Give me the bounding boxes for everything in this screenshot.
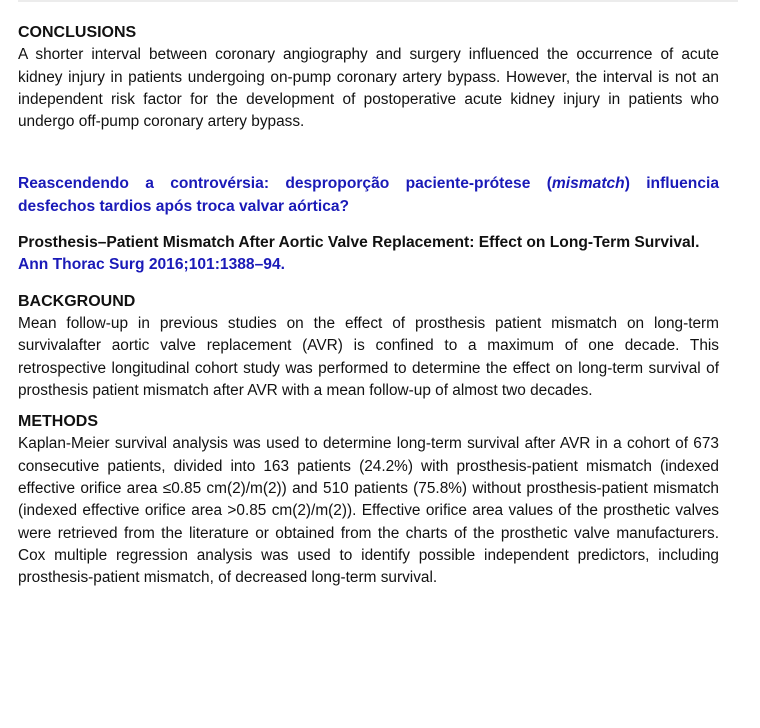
document-page bbox=[18, 22, 719, 590]
conclusions-text: A shorter interval between coronary angiography and surgery influenced the occurrence of acute kidney injury in patients undergoing on-pump coronary artery bypass. However, the interval is not an independent risk factor for the development of postoperative acute kidney injury in patients who undergo off-pump coronary artery bypass. bbox=[18, 46, 719, 131]
portuguese-title-part-2: ) influencia desfechos tardios após troca valvar aórtica? bbox=[18, 175, 720, 215]
english-article-title: Prosthesis–Patient Mismatch After Aortic Valve Replacement: Effect on Long-Term Survival. bbox=[18, 234, 700, 252]
journal-citation: Ann Thorac Surg 2016;101:1388–94. bbox=[18, 256, 285, 274]
background-section bbox=[18, 291, 719, 402]
background-heading: BACKGROUND bbox=[18, 292, 136, 310]
background-text: Mean follow-up in previous studies on the effect of prosthesis patient mismatch on long-term survivalafter aortic valve replacement (AVR) is confined to a maximum of one decade. This retrospective longitudinal cohort study was performed to determine the effect on long-term survival of prosthesis patient mismatch after AVR with a mean follow-up of almost two decades. bbox=[18, 314, 719, 399]
methods-section bbox=[18, 411, 719, 589]
portuguese-article-title bbox=[18, 173, 719, 218]
methods-text: Kaplan-Meier survival analysis was used to determine long-term survival after AVR in a cohort of 673 consecutive patients, divided into 163 patients (24.2%) with prosthesis-patient mismatch (indexed effective orifice area ≤0.85 cm(2)/m(2)) and 510 patients (75.8%) without prosthesis-patient mismatch (indexed effective orifice area >0.85 cm(2)/m(2)). Effective orifice area values of the prosthetic valves were retrieved from the literature or obtained from the charts of the prosthetic valve manufacturers. Cox multiple regression analysis was used to identify possible independent predictors, including prosthesis-patient mismatch, of decreased long-term survival. bbox=[18, 435, 719, 587]
portuguese-title-part-1: Reascendendo a controvérsia: desproporção paciente-prótese ( bbox=[18, 175, 552, 193]
methods-heading: METHODS bbox=[18, 413, 98, 431]
portuguese-title-italic: mismatch bbox=[551, 175, 625, 193]
top-divider bbox=[18, 0, 738, 2]
conclusions-section bbox=[18, 22, 719, 133]
conclusions-heading: CONCLUSIONS bbox=[18, 24, 137, 41]
